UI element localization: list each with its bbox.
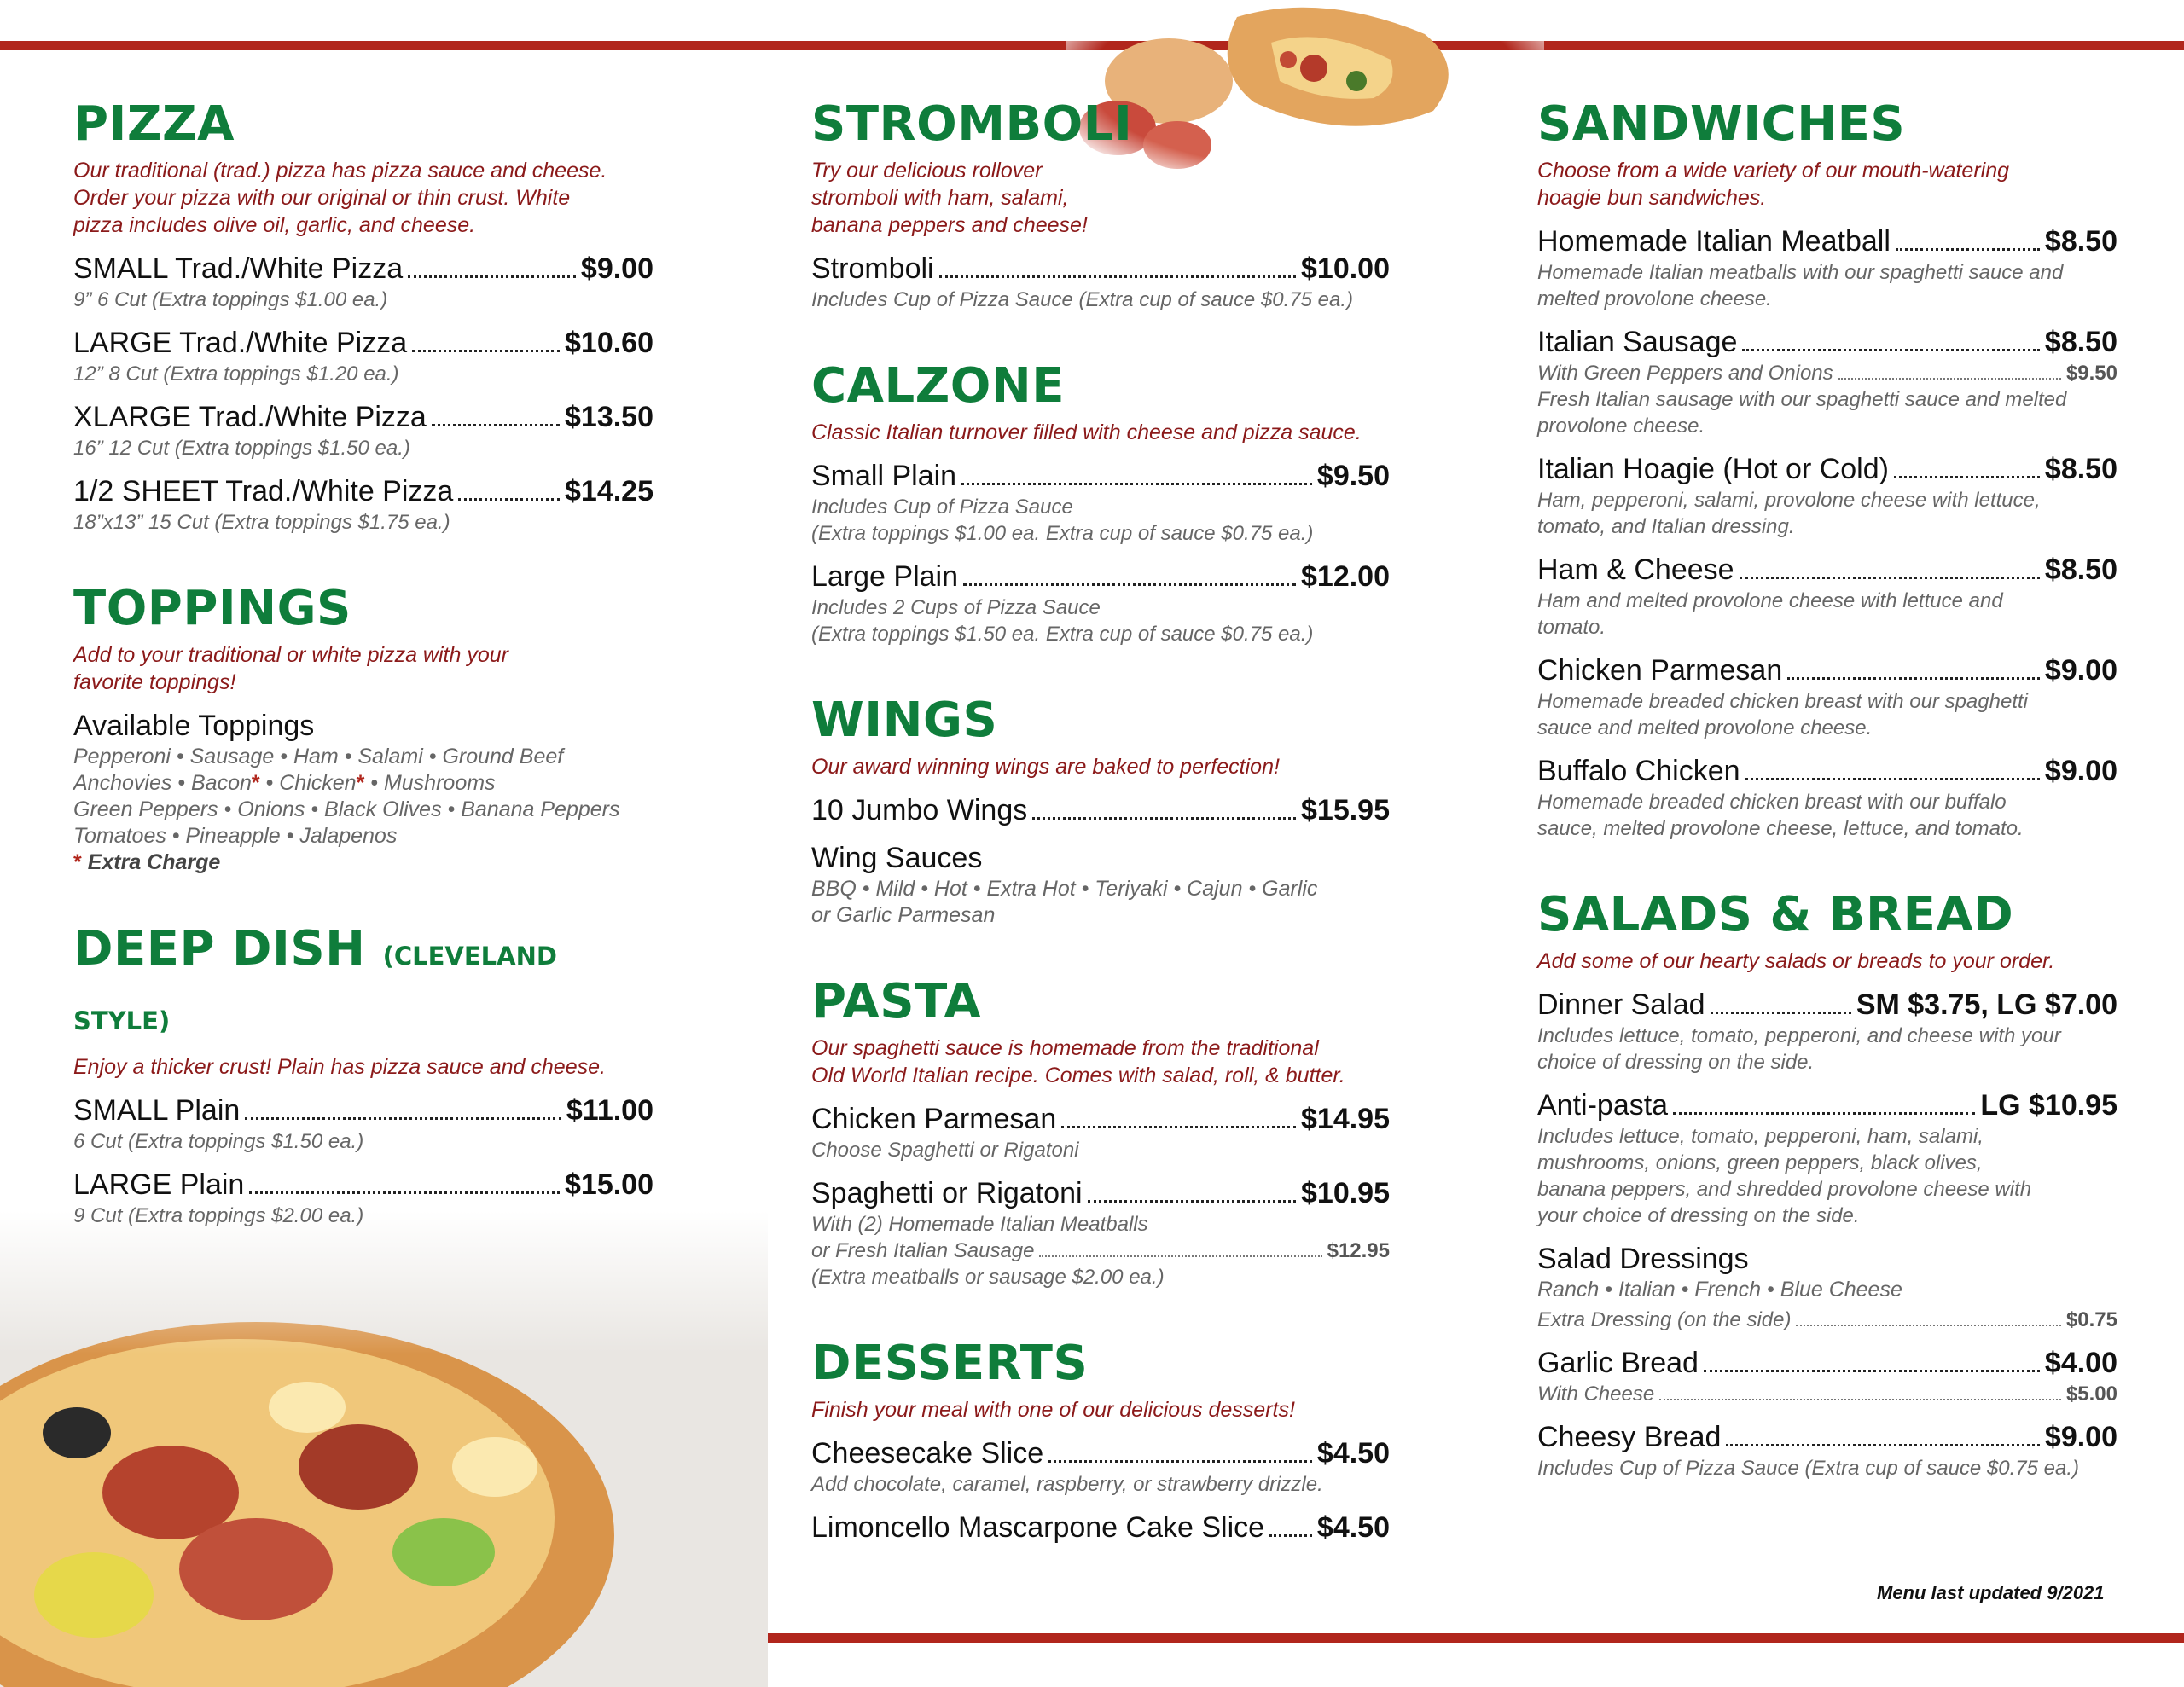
section-title: SALADS & BREAD: [1537, 887, 2014, 942]
menu-item: Cheesy Bread $9.00 Includes Cup of Pizza Sauce (Extra cup of sauce $0.75 ea.): [1537, 1421, 2117, 1480]
section-title: DESSERTS: [811, 1336, 1089, 1391]
item-note: Add chocolate, caramel, raspberry, or strawberry drizzle.: [811, 1473, 1323, 1496]
item-price: $10.00: [1301, 252, 1390, 285]
stromboli-section: [811, 96, 1390, 313]
item-price: $14.95: [1301, 1103, 1390, 1135]
item-price: $15.00: [565, 1168, 653, 1201]
pasta-section: [811, 973, 1390, 1290]
item-price: $8.50: [2044, 453, 2117, 485]
option-price: $12.95: [1327, 1239, 1390, 1262]
item-name: 10 Jumbo Wings: [811, 794, 1028, 826]
item-name: LARGE Plain: [73, 1168, 245, 1201]
item-option: With Green Peppers and Onions $9.50: [1537, 362, 2117, 385]
item-price: $8.50: [2044, 554, 2117, 586]
column-left: [73, 96, 653, 1277]
wing-sauces: Wing Sauces BBQ • Mild • Hot • Extra Hot • Teriyaki • Cajun • Garlic or Garlic Parmesan: [811, 840, 1390, 929]
section-description: Classic Italian turnover filled with cheese and pizza sauce.: [811, 420, 1362, 444]
section-description: Finish your meal with one of our delicious desserts!: [811, 1398, 1295, 1422]
section-title: PIZZA: [73, 96, 235, 152]
item-note: 6 Cut (Extra toppings $1.50 ea.): [73, 1130, 364, 1153]
item-price: LG $10.95: [1980, 1089, 2117, 1122]
item-note: 9” 6 Cut (Extra toppings $1.00 ea.): [73, 288, 388, 311]
item-name: SMALL Plain: [73, 1094, 241, 1127]
sandwiches-section: [1537, 96, 2117, 842]
item-name: Limoncello Mascarpone Cake Slice: [811, 1511, 1265, 1544]
pizza-section: [73, 96, 653, 536]
menu-item: [811, 458, 1390, 547]
item-price: $9.00: [2044, 654, 2117, 687]
option-price: $0.75: [2065, 1308, 2117, 1331]
salads-section: [1537, 886, 2117, 1481]
section-description: Add to your traditional or white pizza with your favorite toppings!: [73, 643, 508, 694]
item-price: SM $3.75, LG $7.00: [1856, 988, 2117, 1021]
item-option: Extra Dressing (on the side) $0.75: [1537, 1308, 2117, 1331]
item-name: Spaghetti or Rigatoni: [811, 1177, 1083, 1209]
toppings-list: Pepperoni • Sausage • Ham • Salami • Ground Beef Anchovies • Bacon* • Chicken* • Mushrooms Green Peppers • Onions • Black Olives • Banana Peppers Tomatoes • Pineapple • Jalapenos: [73, 745, 620, 848]
section-description: Our award winning wings are baked to perfection!: [811, 755, 1280, 779]
item-price: $9.00: [580, 252, 653, 285]
wing-sauces-heading: Wing Sauces: [811, 842, 983, 874]
section-title: WINGS: [811, 693, 998, 748]
item-price: $9.00: [2044, 755, 2117, 787]
item-name: Buffalo Chicken: [1537, 755, 1740, 787]
item-price: $8.50: [2044, 225, 2117, 258]
menu-item: [811, 1510, 1390, 1545]
item-note: (Extra meatballs or sausage $2.00 ea.): [811, 1266, 1165, 1289]
item-price: $14.25: [565, 475, 653, 507]
item-note: Includes 2 Cups of Pizza Sauce: [811, 596, 1101, 619]
menu-item: Homemade Italian Meatball $8.50 Homemade Italian meatballs with our spaghetti sauce and melted provolone cheese.: [1537, 225, 2117, 310]
column-middle: [811, 96, 1390, 1593]
menu-item: [811, 1101, 1390, 1163]
section-title: SANDWICHES: [1537, 96, 1906, 152]
menu-item: [73, 1167, 653, 1229]
section-title: CALZONE: [811, 358, 1065, 414]
item-name: Italian Hoagie (Hot or Cold): [1537, 453, 1889, 485]
item-price: $12.00: [1301, 560, 1390, 593]
section-title: PASTA: [811, 974, 982, 1029]
menu-item: [811, 559, 1390, 647]
item-name: Anti-pasta: [1537, 1089, 1669, 1122]
section-subtitle: (CLEVELAND STYLE): [73, 942, 557, 1035]
menu-item: [73, 325, 653, 387]
menu-item: [811, 251, 1390, 313]
menu-item: Italian Hoagie (Hot or Cold) $8.50 Ham, pepperoni, salami, provolone cheese with lettuce, tomato, and Italian dressing.: [1537, 453, 2117, 538]
item-note: (Extra toppings $1.50 ea. Extra cup of sauce $0.75 ea.): [811, 623, 1314, 646]
item-name: XLARGE Trad./White Pizza: [73, 401, 427, 433]
item-price: $9.50: [1316, 460, 1390, 492]
menu-item: Ham & Cheese $8.50 Ham and melted provolone cheese with lettuce and tomato.: [1537, 554, 2117, 639]
desserts-section: [811, 1335, 1390, 1545]
option-price: $5.00: [2065, 1383, 2117, 1406]
item-price: $15.95: [1301, 794, 1390, 826]
menu-item: Buffalo Chicken $9.00 Homemade breaded chicken breast with our buffalo sauce, melted provolone cheese, lettuce, and tomato.: [1537, 755, 2117, 840]
wings-section: [811, 692, 1390, 929]
calzone-section: [811, 357, 1390, 647]
menu-item: [73, 1093, 653, 1155]
pizza-photo: [0, 1211, 768, 1687]
section-title: TOPPINGS: [73, 581, 351, 636]
item-note: With (2) Homemade Italian Meatballs: [811, 1213, 1148, 1236]
extra-charge-note: * Extra Charge: [73, 850, 221, 874]
menu-item: [811, 1435, 1390, 1498]
menu-updated-note: Menu last updated 9/2021: [1877, 1582, 2105, 1603]
dressings-heading: Salad Dressings: [1537, 1243, 1749, 1275]
menu-item: Anti-pasta LG $10.95 Includes lettuce, tomato, pepperoni, ham, salami, mushrooms, onions, green peppers, black olives, banana peppers, and shredded provolone cheese with your choice of dressing on the side.: [1537, 1089, 2117, 1227]
menu-item: [811, 1175, 1390, 1290]
menu-item: [1537, 1345, 2117, 1407]
deep-dish-section: [73, 920, 653, 1229]
item-note: (Extra toppings $1.00 ea. Extra cup of sauce $0.75 ea.): [811, 522, 1314, 545]
section-description: Choose from a wide variety of our mouth-watering hoagie bun sandwiches.: [1537, 159, 2010, 210]
item-price: $11.00: [566, 1094, 653, 1127]
item-name: Ham & Cheese: [1537, 554, 1734, 586]
salad-dressings: Salad Dressings Ranch • Italian • French • Blue Cheese Extra Dressing (on the side) $0.75: [1537, 1243, 2117, 1331]
item-price: $13.50: [565, 401, 653, 433]
item-name: LARGE Trad./White Pizza: [73, 327, 408, 359]
item-name: Large Plain: [811, 560, 959, 593]
item-note: Includes Cup of Pizza Sauce: [811, 496, 1073, 519]
menu-item: Dinner Salad SM $3.75, LG $7.00 Includes lettuce, tomato, pepperoni, and cheese with your choice of dressing on the side.: [1537, 988, 2117, 1074]
item-name: Garlic Bread: [1537, 1347, 1699, 1379]
menu-item: [73, 251, 653, 313]
item-price: $9.00: [2044, 1421, 2117, 1453]
item-name: Cheesy Bread: [1537, 1421, 1722, 1453]
item-name: Chicken Parmesan: [1537, 654, 1783, 687]
item-price: $4.00: [2044, 1347, 2117, 1379]
item-price: $8.50: [2044, 326, 2117, 358]
item-price: $4.50: [1316, 1437, 1390, 1470]
item-option: With Cheese $5.00: [1537, 1383, 2117, 1406]
section-description: Enjoy a thicker crust! Plain has pizza sauce and cheese.: [73, 1055, 606, 1079]
item-note: Includes Cup of Pizza Sauce (Extra cup of sauce $0.75 ea.): [811, 288, 1354, 311]
item-name: Dinner Salad: [1537, 988, 1705, 1021]
menu-item: [73, 473, 653, 536]
item-name: 1/2 SHEET Trad./White Pizza: [73, 475, 454, 507]
section-description: Try our delicious rollover stromboli with ham, salami, banana peppers and cheese!: [811, 159, 1088, 237]
item-name: Chicken Parmesan: [811, 1103, 1057, 1135]
item-name: Small Plain: [811, 460, 957, 492]
menu-item: Chicken Parmesan $9.00 Homemade breaded chicken breast with our spaghetti sauce and melted provolone cheese.: [1537, 654, 2117, 739]
menu-item: Italian Sausage $8.50 With Green Peppers and Onions $9.50 Fresh Italian sausage with our spaghetti sauce and melted provolone cheese.: [1537, 326, 2117, 438]
item-note: 18”x13” 15 Cut (Extra toppings $1.75 ea.): [73, 511, 450, 534]
section-description: Our spaghetti sauce is homemade from the traditional Old World Italian recipe. Comes with salad, roll, & butter.: [811, 1036, 1345, 1087]
item-name: Homemade Italian Meatball: [1537, 225, 1891, 258]
item-name: Stromboli: [811, 252, 934, 285]
toppings-heading: Available Toppings: [73, 710, 315, 742]
item-note: 9 Cut (Extra toppings $2.00 ea.): [73, 1204, 364, 1227]
column-right: [1537, 96, 2117, 1529]
option-price: $9.50: [2065, 362, 2117, 385]
menu-item: [811, 792, 1390, 828]
section-description: Add some of our hearty salads or breads to your order.: [1537, 949, 2055, 973]
item-name: Cheesecake Slice: [811, 1437, 1044, 1470]
item-price: $10.60: [565, 327, 653, 359]
section-title: DEEP DISH (CLEVELAND STYLE): [73, 921, 557, 1035]
item-note: Choose Spaghetti or Rigatoni: [811, 1139, 1079, 1162]
item-option: or Fresh Italian Sausage $12.95: [811, 1239, 1390, 1262]
item-name: Italian Sausage: [1537, 326, 1738, 358]
item-note: 12” 8 Cut (Extra toppings $1.20 ea.): [73, 362, 399, 386]
toppings-section: [73, 580, 653, 876]
item-price: $4.50: [1316, 1511, 1390, 1544]
item-note: 16” 12 Cut (Extra toppings $1.50 ea.): [73, 437, 410, 460]
section-title: STROMBOLI: [811, 96, 1133, 152]
section-description: Our traditional (trad.) pizza has pizza sauce and cheese. Order your pizza with our original or thin crust. White pizza includes olive oil, garlic, and cheese.: [73, 159, 607, 237]
menu-item: [73, 399, 653, 461]
item-price: $10.95: [1301, 1177, 1390, 1209]
item-name: SMALL Trad./White Pizza: [73, 252, 404, 285]
